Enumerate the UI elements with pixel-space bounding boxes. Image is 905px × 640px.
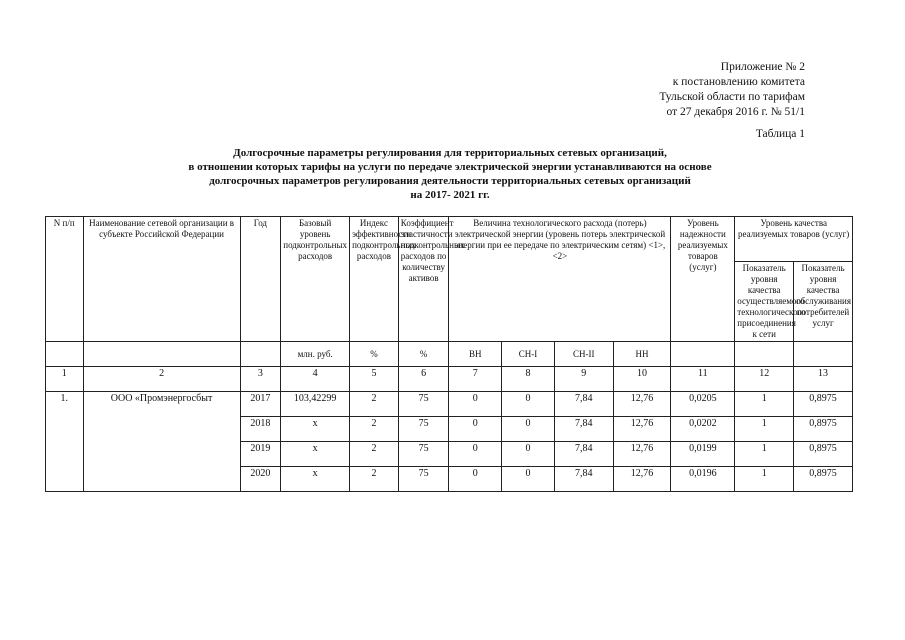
unit-base: млн. руб.	[281, 342, 350, 367]
header-reliability: Уровень надежности реализуемых товаров (услуг)	[671, 217, 735, 342]
col-number: 13	[794, 367, 853, 392]
column-number-row	[46, 367, 853, 392]
cell-vn: 0	[449, 442, 502, 467]
cell-q2: 0,8975	[794, 392, 853, 417]
cell-reliability: 0,0196	[671, 467, 735, 492]
unit-reliability	[671, 342, 735, 367]
title-line-4: на 2017- 2021 гг.	[410, 189, 490, 201]
header-name: Наименование сетевой организации в субъекте Российской Федерации	[83, 217, 240, 342]
cell-sn2: 7,84	[554, 417, 613, 442]
cell-reliability: 0,0199	[671, 442, 735, 467]
header-quality-sub1: Показатель уровня качества осуществляемого технологического присоединения к сети	[735, 262, 794, 342]
appendix-line-3: Тульской области по тарифам	[659, 91, 805, 103]
voltage-sn2: СН-II	[554, 342, 613, 367]
cell-year: 2017	[240, 392, 281, 417]
cell-year: 2019	[240, 442, 281, 467]
unit-q1	[735, 342, 794, 367]
col-number: 6	[398, 367, 449, 392]
appendix-line-2: к постановлению комитета	[672, 76, 805, 88]
col-number: 9	[554, 367, 613, 392]
header-quality: Уровень качества реализуемых товаров (услуг)	[735, 217, 853, 262]
cell-nn: 12,76	[613, 392, 671, 417]
col-number: 3	[240, 367, 281, 392]
cell-vn: 0	[449, 417, 502, 442]
title-line-3: долгосрочных параметров регулирования деятельности территориальных сетевых организаций	[209, 175, 691, 187]
cell-q1: 1	[735, 417, 794, 442]
cell-q2: 0,8975	[794, 442, 853, 467]
header-year: Год	[240, 217, 281, 342]
cell-nn: 12,76	[613, 467, 671, 492]
cell-coef: 75	[398, 417, 449, 442]
cell-q2: 0,8975	[794, 467, 853, 492]
header-loss: Величина технологического расхода (потерь) электрической энергии (уровень потерь электрической энергии при ее передаче по электрическим сетям) <1>, <2>	[449, 217, 671, 342]
cell-year: 2018	[240, 417, 281, 442]
table-label: Таблица 1	[755, 128, 805, 140]
header-num: N п/п	[46, 217, 84, 342]
cell-q1: 1	[735, 392, 794, 417]
appendix-line-4: от 27 декабря 2016 г. № 51/1	[666, 106, 805, 118]
org-num: 1.	[46, 392, 84, 492]
cell-base: 103,42299	[281, 392, 350, 417]
parameters-table	[45, 216, 853, 492]
cell-nn: 12,76	[613, 417, 671, 442]
header-quality-sub2: Показатель уровня качества обслуживания потребителей услуг	[794, 262, 853, 342]
unit-index: %	[350, 342, 399, 367]
cell-sn2: 7,84	[554, 467, 613, 492]
title-line-1: Долгосрочные параметры регулирования для территориальных сетевых организаций,	[233, 147, 667, 159]
col-number: 1	[46, 367, 84, 392]
col-number: 10	[613, 367, 671, 392]
header-index: Индекс эффективности подконтрольных расходов	[350, 217, 399, 342]
appendix-block	[659, 60, 805, 120]
cell-index: 2	[350, 467, 399, 492]
cell-sn1: 0	[502, 442, 555, 467]
header-coef: Коэффициент эластичности подконтрольных расходов по количеству активов	[398, 217, 449, 342]
col-number: 7	[449, 367, 502, 392]
col-number: 12	[735, 367, 794, 392]
cell-base: x	[281, 442, 350, 467]
voltage-nn: НН	[613, 342, 671, 367]
page-title	[90, 146, 810, 202]
cell-reliability: 0,0202	[671, 417, 735, 442]
unit-coef: %	[398, 342, 449, 367]
col-number: 8	[502, 367, 555, 392]
title-line-2: в отношении которых тарифы на услуги по передаче электрической энергии устанавливаются на основе	[188, 161, 712, 173]
cell-q1: 1	[735, 442, 794, 467]
cell-base: x	[281, 417, 350, 442]
unit-q2	[794, 342, 853, 367]
col-number: 5	[350, 367, 399, 392]
cell-reliability: 0,0205	[671, 392, 735, 417]
col-number: 11	[671, 367, 735, 392]
cell-sn2: 7,84	[554, 392, 613, 417]
col-number: 2	[83, 367, 240, 392]
cell-index: 2	[350, 442, 399, 467]
org-name: ООО «Промэнергосбыт	[83, 392, 240, 492]
cell-q2: 0,8975	[794, 417, 853, 442]
cell-sn1: 0	[502, 392, 555, 417]
cell-vn: 0	[449, 467, 502, 492]
cell-sn2: 7,84	[554, 442, 613, 467]
cell-sn1: 0	[502, 467, 555, 492]
cell-index: 2	[350, 417, 399, 442]
voltage-vn: ВН	[449, 342, 502, 367]
header-base: Базовый уровень подконтрольных расходов	[281, 217, 350, 342]
cell-coef: 75	[398, 467, 449, 492]
cell-base: x	[281, 467, 350, 492]
cell-coef: 75	[398, 392, 449, 417]
voltage-sn1: СН-I	[502, 342, 555, 367]
col-number: 4	[281, 367, 350, 392]
unit-name	[83, 342, 240, 367]
table-row	[46, 392, 853, 417]
cell-year: 2020	[240, 467, 281, 492]
unit-num	[46, 342, 84, 367]
cell-vn: 0	[449, 392, 502, 417]
cell-nn: 12,76	[613, 442, 671, 467]
cell-coef: 75	[398, 442, 449, 467]
cell-index: 2	[350, 392, 399, 417]
unit-year	[240, 342, 281, 367]
appendix-line-1: Приложение № 2	[720, 61, 805, 73]
cell-sn1: 0	[502, 417, 555, 442]
cell-q1: 1	[735, 467, 794, 492]
